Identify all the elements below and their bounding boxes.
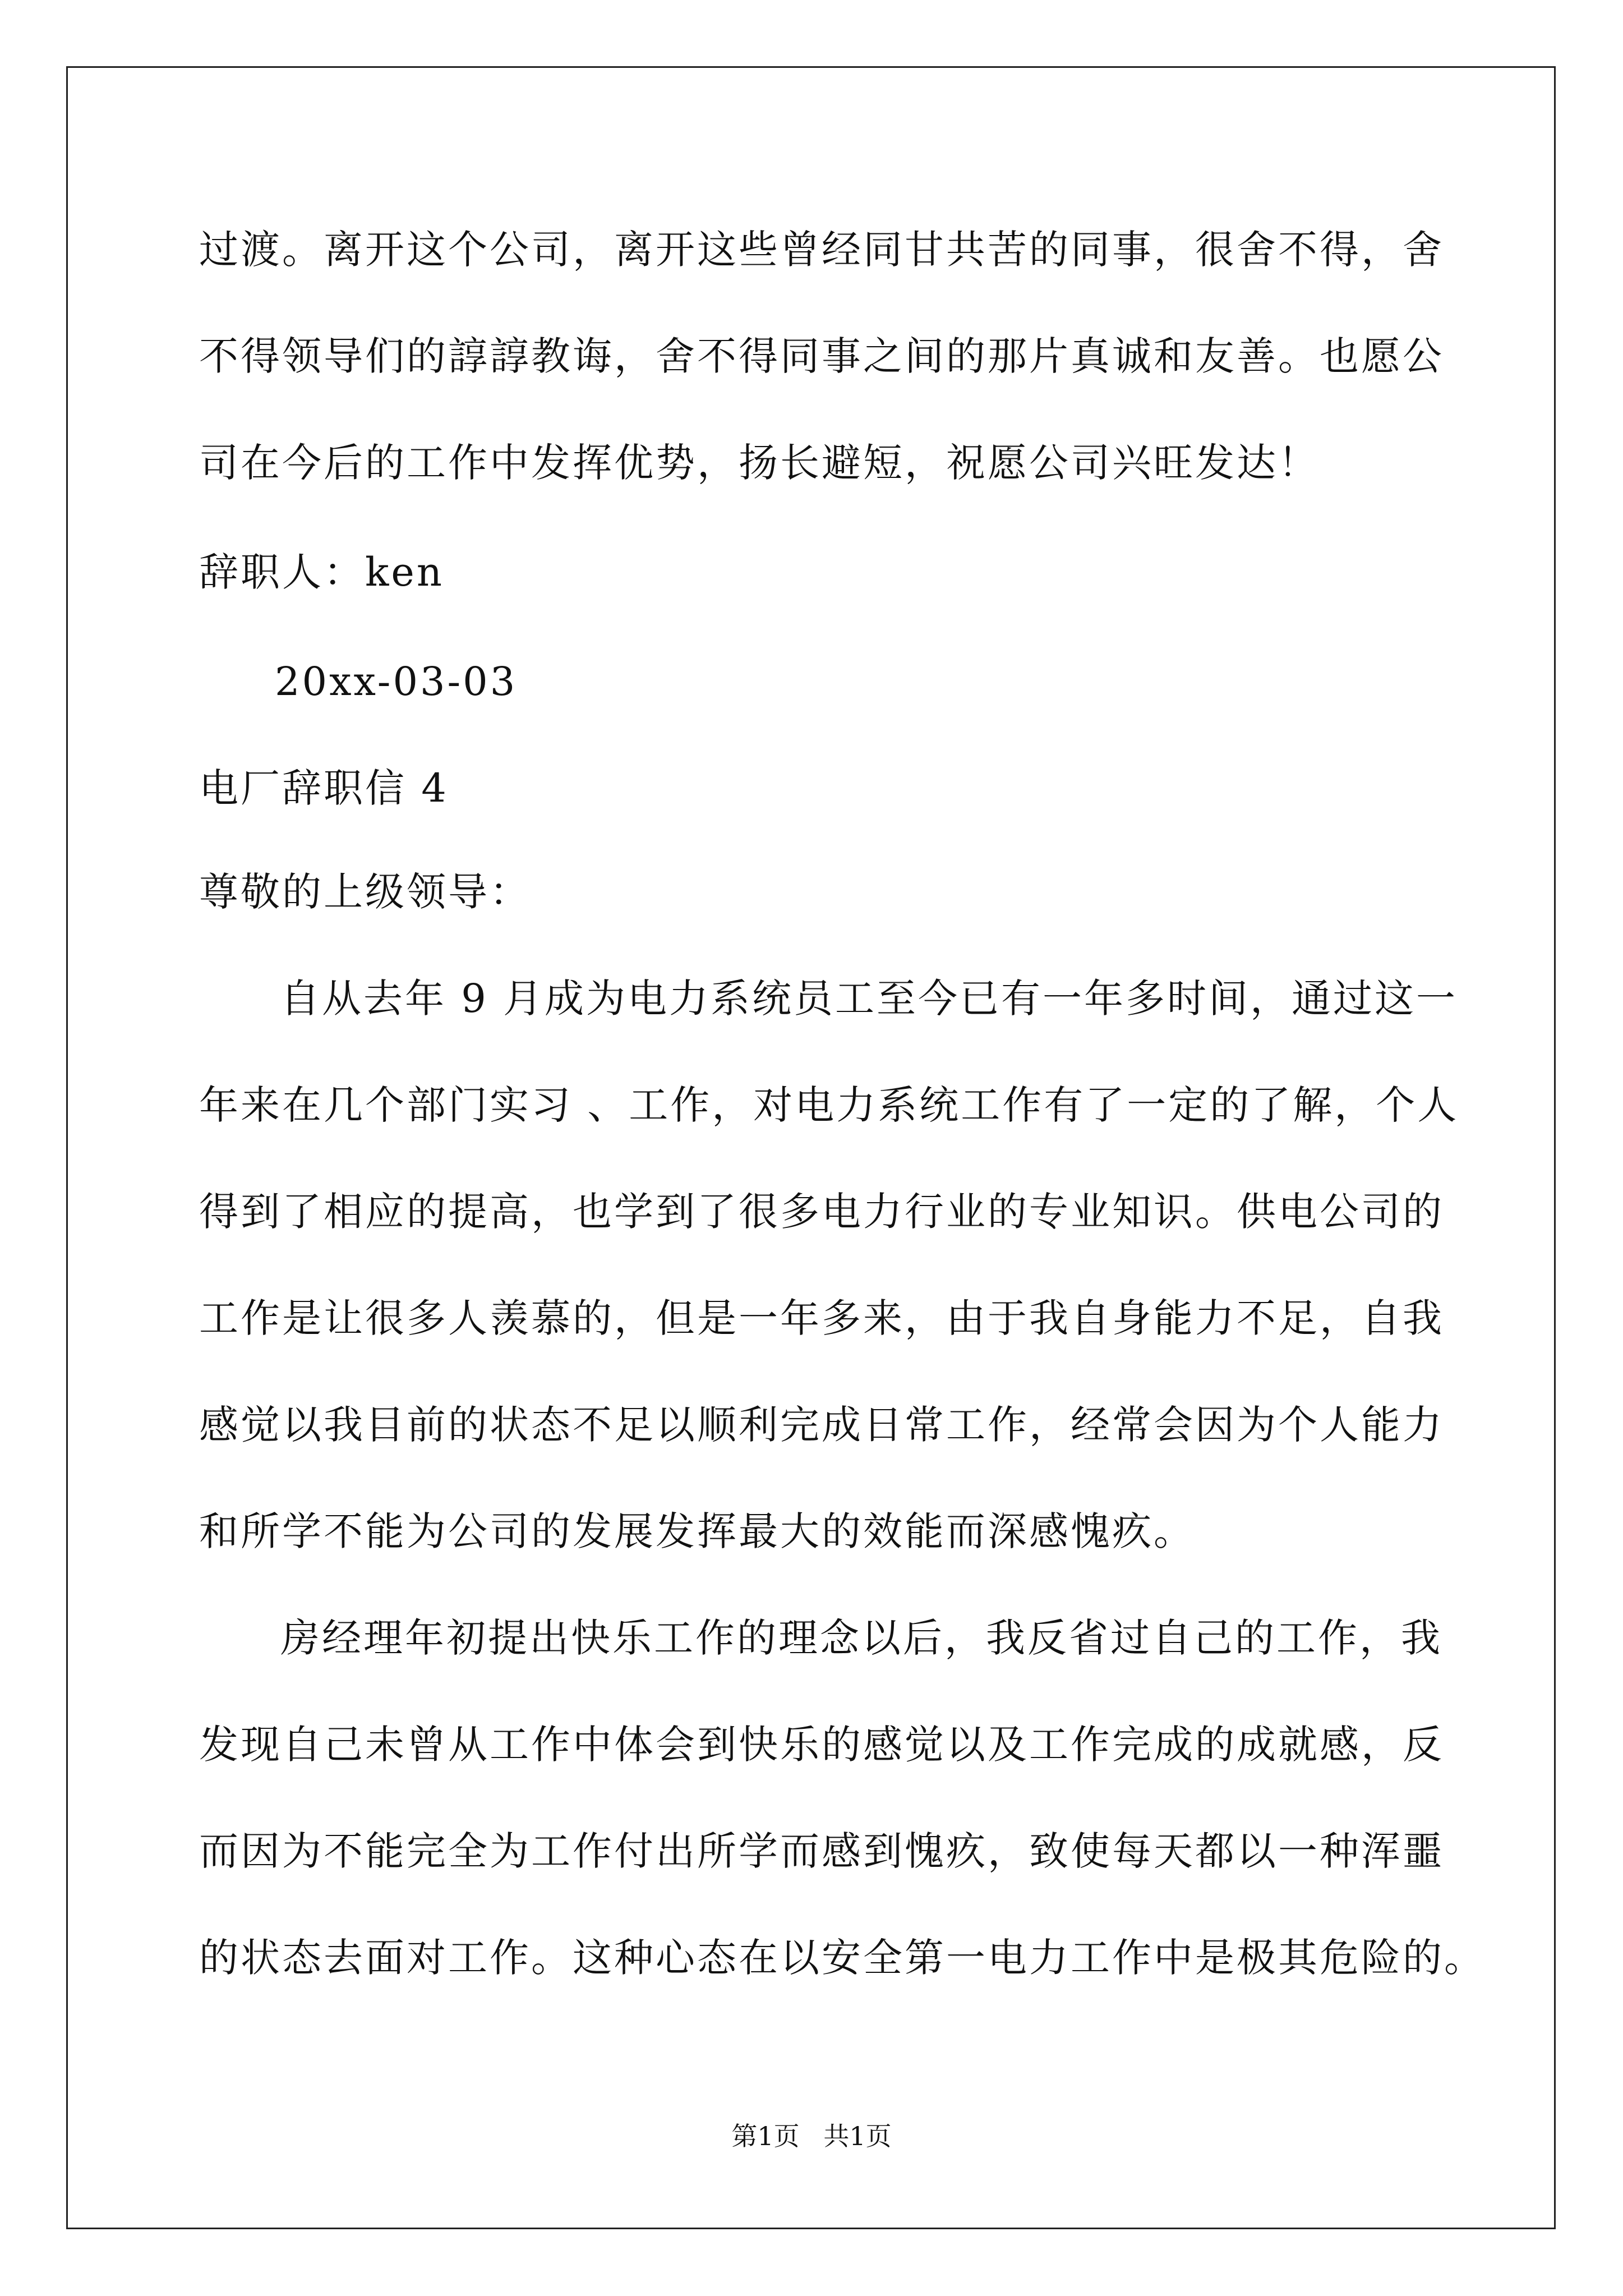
salutation: 尊敬的上级领导： — [199, 869, 531, 915]
paragraph-line: 的状态去面对工作。这种心态在以安全第一电力工作中是极其危险的。 — [199, 1935, 1486, 1981]
signature-line: 辞职人：ken — [199, 549, 444, 595]
page-border — [66, 66, 1556, 2229]
paragraph-line: 发现自己未曾从工作中体会到快乐的感觉以及工作完成的成就感，反 — [199, 1722, 1444, 1768]
page-number: 第1页 — [731, 2121, 800, 2151]
paragraph-line: 感觉以我目前的状态不足以顺利完成日常工作，经常会因为个人能力 — [199, 1402, 1444, 1448]
paragraph-line: 工作是让很多人羡慕的，但是一年多来，由于我自身能力不足，自我 — [199, 1295, 1444, 1341]
paragraph-line: 房经理年初提出快乐工作的理念以后，我反省过自己的工作，我 — [280, 1615, 1442, 1661]
paragraph-line: 司在今后的工作中发挥优势，扬长避短，祝愿公司兴旺发达！ — [199, 440, 1320, 486]
date-line: 20xx-03-03 — [275, 659, 518, 705]
paragraph-line: 年来在几个部门实习 、工作，对电力系统工作有了一定的了解，个人 — [199, 1082, 1459, 1128]
paragraph-line: 得到了相应的提高，也学到了很多电力行业的专业知识。供电公司的 — [199, 1189, 1444, 1235]
paragraph-line: 不得领导们的諄諄教诲，舍不得同事之间的那片真诚和友善。也愿公 — [199, 333, 1444, 379]
letter-title: 电厂辞职信 4 — [199, 765, 449, 811]
paragraph-line: 过渡。离开这个公司，离开这些曾经同甘共苦的同事，很舍不得，舍 — [199, 227, 1444, 273]
paragraph-line: 而因为不能完全为工作付出所学而感到愧疚，致使每天都以一种浑噩 — [199, 1828, 1444, 1874]
page-total: 共1页 — [823, 2121, 892, 2151]
paragraph-line: 自从去年 9 月成为电力系统员工至今已有一年多时间，通过这一 — [280, 976, 1458, 1022]
paragraph-line: 和所学不能为公司的发展发挥最大的效能而深感愧疚。 — [199, 1508, 1195, 1554]
page-footer — [0, 2119, 1623, 2153]
